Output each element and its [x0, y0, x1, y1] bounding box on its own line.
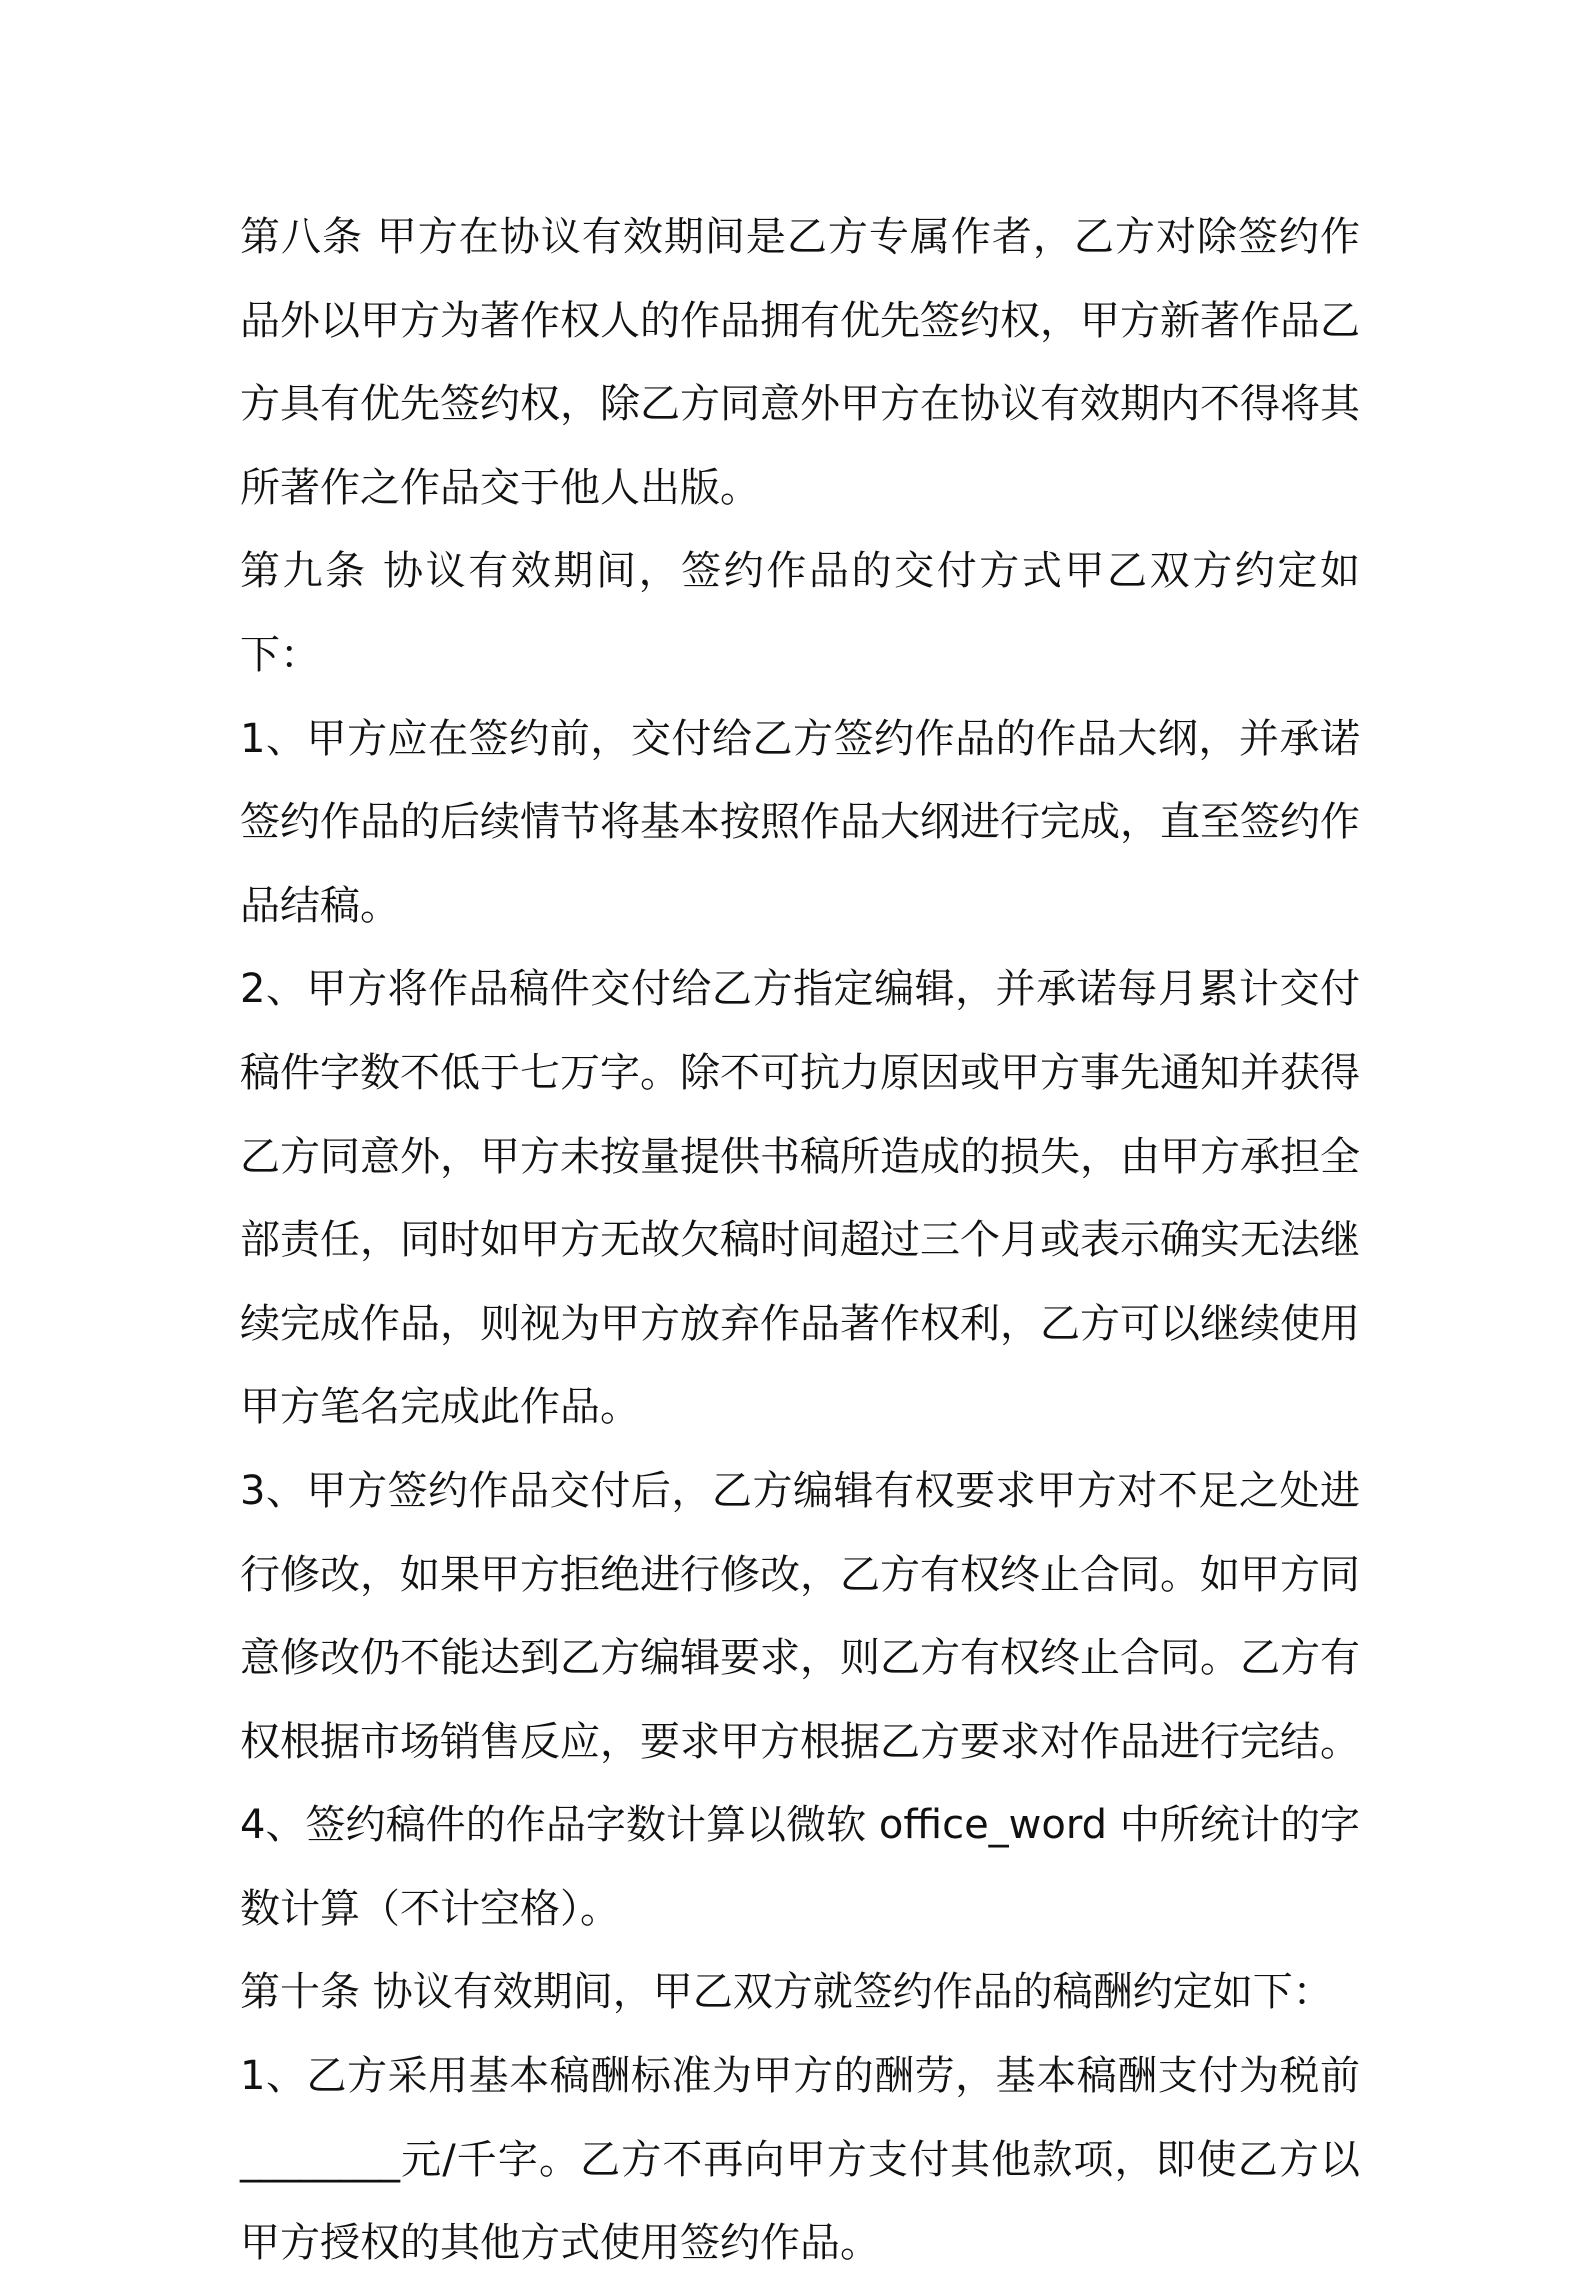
- article-9-clause-2: 2、甲方将作品稿件交付给乙方指定编辑，并承诺每月累计交付稿件字数不低于七万字。除不可抗力原因或甲方事先通知并获得乙方同意外，甲方未按量提供书稿所造成的损失，由甲方承担全部责任，同时如甲方无故欠稿时间超过三个月或表示确实无法继续完成作品，则视为甲方放弃作品著作权利，乙方可以继续使用甲方笔名完成此作品。: [240, 966, 1360, 1431]
- article-9-clause-1: 1、甲方应在签约前，交付给乙方签约作品的作品大纲，并承诺签约作品的后续情节将基本按照作品大纲进行完成，直至签约作品结稿。: [240, 715, 1360, 929]
- article-10-clause-1: 1、乙方采用基本稿酬标准为甲方的酬劳，基本稿酬支付为税前________元/千字。乙方不再向甲方支付其他款项，即使乙方以甲方授权的其他方式使用签约作品。: [240, 2053, 1360, 2267]
- article-9-clause-4: 4、签约稿件的作品字数计算以微软 office_word 中所统计的字数计算（不计空格）。: [240, 1802, 1360, 1932]
- article-9-heading: 第九条 协议有效期间，签约作品的交付方式甲乙双方约定如下：: [240, 548, 1360, 678]
- article-8-paragraph: 第八条 甲方在协议有效期间是乙方专属作者，乙方对除签约作品外以甲方为著作权人的作品拥有优先签约权，甲方新著作品乙方具有优先签约权，除乙方同意外甲方在协议有效期内不得将其所著作之作品交于他人出版。: [240, 214, 1360, 511]
- article-9-clause-3: 3、甲方签约作品交付后，乙方编辑有权要求甲方对不足之处进行修改，如果甲方拒绝进行修改，乙方有权终止合同。如甲方同意修改仍不能达到乙方编辑要求，则乙方有权终止合同。乙方有权根据市场销售反应，要求甲方根据乙方要求对作品进行完结。: [240, 1467, 1360, 1765]
- article-10-heading: 第十条 协议有效期间，甲乙双方就签约作品的稿酬约定如下：: [240, 1969, 1333, 2016]
- document-body: [240, 196, 1360, 2286]
